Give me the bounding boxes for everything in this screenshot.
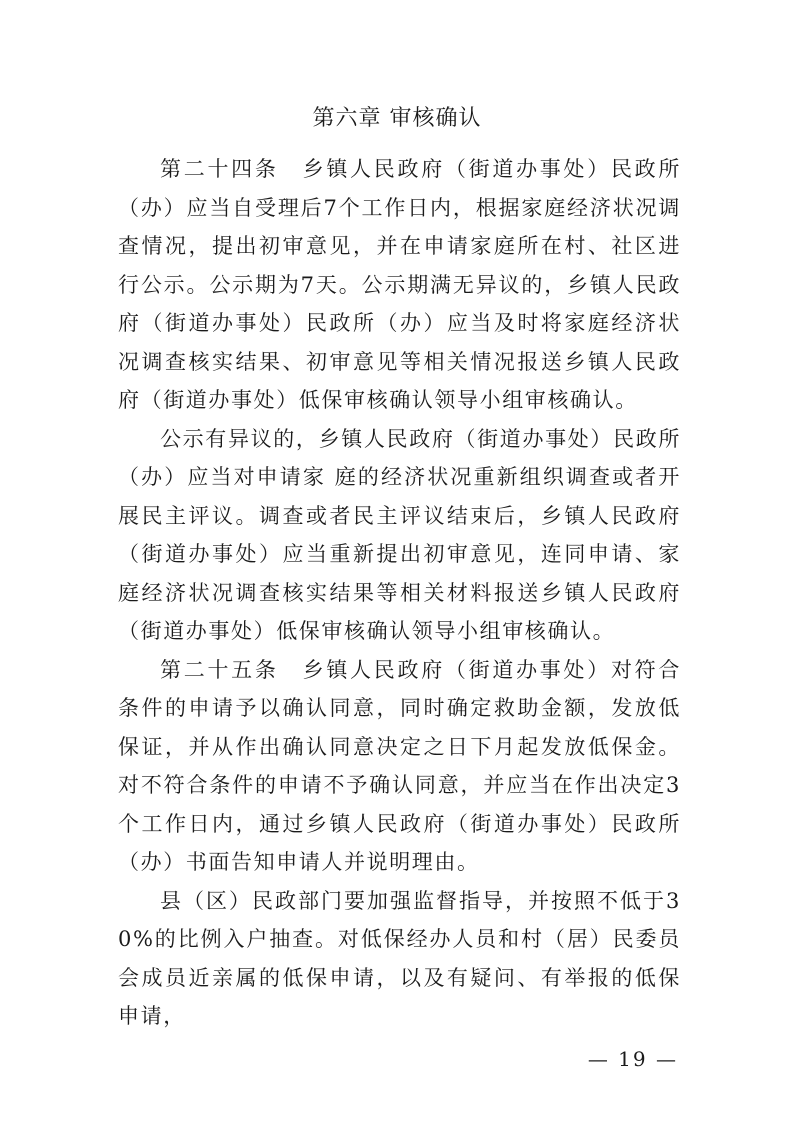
body-text [118,150,681,1036]
article-number: 第二十五条 [160,657,279,682]
paragraph-text: 乡镇人民政府（街道办事处）民政所（办）应当自受理后7个工作日内，根据家庭经济状况调查情况，提出初审意见，并在申请家庭所在村、社区进行公示。公示期为7天。公示期满无异议的，乡镇人民政府（街道办事处）民政所（办）应当及时将家庭经济状况调查核实结果、初审意见等相关情况报送乡镇人民政府（街道办事处）低保审核确认领导小组审核确认。 [118,157,682,412]
article-number: 第二十四条 [160,157,279,181]
paragraph-supervision [118,882,681,1036]
paragraph-article-24 [118,150,681,420]
page-number: — 19 — [587,1047,678,1071]
chapter-title: 第六章 审核确认 [312,106,482,131]
paragraph-text: 县（区）民政部门要加强监督指导，并按照不低于30%的比例入户抽查。对低保经办人员和村（居）民委员会成员近亲属的低保申请，以及有疑问、有举报的低保申请， [118,888,681,1028]
paragraph-text: 乡镇人民政府（街道办事处）对符合条件的申请予以确认同意，同时确定救助金额，发放低保证，并从作出确认同意决定之日下月起发放低保金。对不符合条件的申请不予确认同意，并应当在作出决定3个工作日内，通过乡镇人民政府（街道办事处）民政所（办）书面告知申请人并说明理由。 [118,657,682,874]
paragraph-objection [118,420,681,651]
paragraph-text: 公示有异议的，乡镇人民政府（街道办事处）民政所（办）应当对申请家 庭的经济状况重新组织调查或者开展民主评议。调查或者民主评议结束后，乡镇人民政府（街道办事处）应当重新提出初审意见，连同申请、家庭经济状况调查核实结果等相关材料报送乡镇人民政府（街道办事处）低保审核确认领导小组审核确认。 [118,426,681,643]
paragraph-article-25 [118,651,681,882]
